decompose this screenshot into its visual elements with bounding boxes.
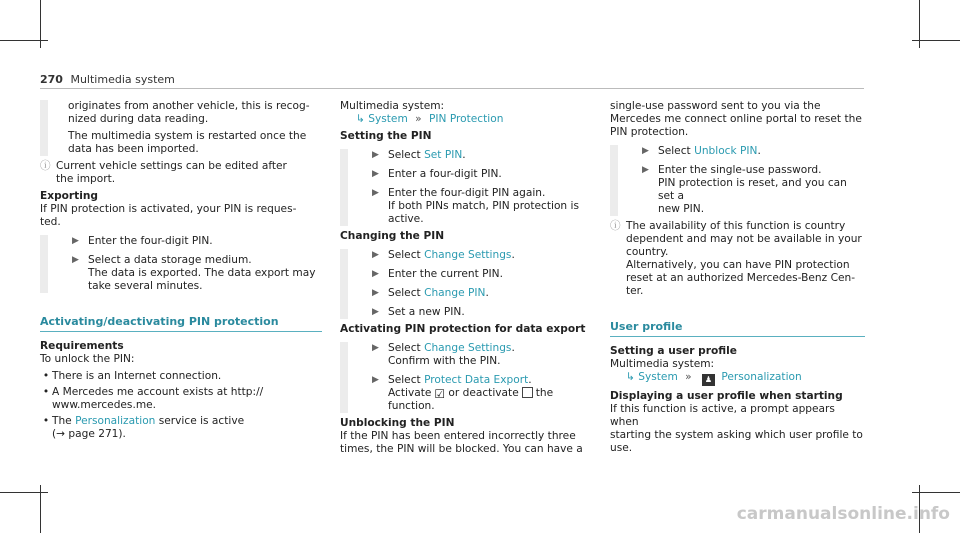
step-arrow-icon: ▶ xyxy=(372,288,379,298)
step: ▶ Select Unblock PIN. xyxy=(638,145,865,158)
info-icon: ⓘ xyxy=(40,160,51,172)
column-2: Multimedia system: ↳ System » PIN Protection Setting the PIN ▶ Select Set PIN. ▶ Enter a four-digit PIN. ▶ Enter the four-digit PIN again. If both PINs match, PIN protection is active. Changing the PIN ▶ Select Change Settings. ▶ Enter the current PIN. ▶ Select Change PIN. ▶ Set a new PIN. Activating PIN protection for data export ▶ Select Change Settings. Confirm with the PIN. ▶ Select Protect Data Export. Activate ☑ or deactivate the function. Unblocking the PIN If the PIN has been entered incorrectly three times, the PIN will be blocked. You can have a xyxy=(340,100,592,456)
protect-data-export-link[interactable]: Protect Data Export xyxy=(424,374,529,386)
crop-mark xyxy=(912,492,960,493)
heading-exporting: Exporting xyxy=(40,190,98,202)
step: ▶ Select Change Settings. Confirm with the PIN. xyxy=(368,342,592,368)
step-arrow-icon: ▶ xyxy=(642,146,649,156)
list-item: • A Mercedes me account exists at http:// www.mercedes.me. xyxy=(40,386,322,412)
step-arrow-icon: ▶ xyxy=(372,269,379,279)
crop-mark xyxy=(0,40,48,41)
step-arrow-icon: ▶ xyxy=(372,375,379,385)
step: ▶ Select Protect Data Export. Activate ☑ or deactivate the function. xyxy=(368,374,592,413)
heading-unblocking-pin: Unblocking the PIN xyxy=(340,417,455,429)
step: ▶ Enter the four-digit PIN. xyxy=(68,235,322,248)
step-arrow-icon: ▶ xyxy=(372,169,379,179)
heading-activating-export: Activating PIN protection for data export xyxy=(340,323,586,335)
column-1: originates from another vehicle, this is recog- nized during data reading. The multimedia system is restarted once the data has been imported. ⓘ Current vehicle settings can be edited after the import. Exporting If PIN protection is activated, your PIN is reques- ted. ▶ Enter the four-digit PIN. ▶ Select a data storage medium. The data is exported. The data export may take several minutes. Activating/deactivating PIN protection Requirements To unlock the PIN: • There is an Internet connection. • A Mercedes me account exists at http:// www.mercedes.me. • The Personalization service is active (→ page 271). xyxy=(40,100,322,444)
path-arrow-icon: ↳ xyxy=(356,113,365,125)
checkbox-empty-icon xyxy=(522,387,533,398)
heading-setting-pin: Setting the PIN xyxy=(340,130,432,142)
info-icon: ⓘ xyxy=(610,220,621,232)
bullet-icon: • xyxy=(42,386,50,398)
info-note: ⓘ Current vehicle settings can be edited after the import. xyxy=(40,160,287,185)
page-number: 270 xyxy=(40,73,63,86)
bullet-icon: • xyxy=(42,415,50,427)
unblock-pin-link[interactable]: Unblock PIN xyxy=(694,145,758,157)
page-reference-link[interactable]: (→ page 271). xyxy=(52,428,126,440)
path-pin-protection[interactable]: PIN Protection xyxy=(429,113,504,125)
path-system[interactable]: System xyxy=(368,113,408,125)
chevron-right-icon: » xyxy=(415,113,422,125)
step: ▶ Enter the current PIN. xyxy=(368,268,592,281)
step-arrow-icon: ▶ xyxy=(372,343,379,353)
watermark: carmanualsonline.info xyxy=(736,504,950,524)
path-system[interactable]: System xyxy=(638,371,678,383)
checkbox-checked-icon: ☑ xyxy=(434,387,446,401)
menu-path xyxy=(340,113,592,126)
personalization-link[interactable]: Personalization xyxy=(75,415,156,427)
step: ▶ Select Change Settings. xyxy=(368,249,592,262)
page-header xyxy=(40,73,175,86)
step: ▶ Select Set PIN. xyxy=(368,149,592,162)
change-pin-link[interactable]: Change PIN xyxy=(424,287,486,299)
heading-requirements: Requirements xyxy=(40,340,124,352)
step: ▶ Enter a four-digit PIN. xyxy=(368,168,592,181)
continued-text: originates from another vehicle, this is recog- nized during data reading. The multimedia system is restarted once the data has been imported. xyxy=(40,100,322,156)
path-personalization[interactable]: Personalization xyxy=(721,371,802,383)
crop-mark xyxy=(0,492,48,493)
set-pin-link[interactable]: Set PIN xyxy=(424,149,463,161)
step: ▶ Enter the single-use password. PIN protection is reset, and you can set a new PIN. xyxy=(638,164,865,216)
list-item: • There is an Internet connection. xyxy=(40,370,322,383)
step-arrow-icon: ▶ xyxy=(642,165,649,175)
step: ▶ Select Change PIN. xyxy=(368,287,592,300)
column-3: single-use password sent to you via the Mercedes me connect online portal to reset the PIN protection. ▶ Select Unblock PIN. ▶ Enter the single-use password. PIN protection is reset, and you can set a new PIN. ⓘ The availability of this function is country dependent and may not be available in your country. Alternatively, you can have PIN protection reset at an authorized Mercedes-Benz Cen- ter. User profile Setting a user profile Multimedia system: ↳ System » ♟ Personalization Displaying a user profile when starting If this function is active, a prompt appears when starting the system asking which user profile to use. xyxy=(610,100,865,455)
step-arrow-icon: ▶ xyxy=(72,255,79,265)
list-item: • The Personalization service is active (→ page 271). xyxy=(40,415,322,441)
chevron-right-icon: » xyxy=(685,371,692,383)
header-divider xyxy=(40,88,864,89)
crop-mark xyxy=(912,40,960,41)
heading-changing-pin: Changing the PIN xyxy=(340,230,445,242)
bullet-icon: • xyxy=(42,370,50,382)
step-arrow-icon: ▶ xyxy=(72,236,79,246)
step-arrow-icon: ▶ xyxy=(372,307,379,317)
step: ▶ Enter the four-digit PIN again. If both PINs match, PIN protection is active. xyxy=(368,187,592,226)
step: ▶ Set a new PIN. xyxy=(368,306,592,319)
section-heading-pin-protection: Activating/deactivating PIN protection xyxy=(40,315,322,332)
step-arrow-icon: ▶ xyxy=(372,150,379,160)
heading-setting-user-profile: Setting a user profile xyxy=(610,345,737,357)
step: ▶ Select a data storage medium. The data is exported. The data export may take several minutes. xyxy=(68,254,322,293)
path-arrow-icon: ↳ xyxy=(626,371,635,383)
heading-displaying-user-profile: Displaying a user profile when starting xyxy=(610,390,843,402)
step-arrow-icon: ▶ xyxy=(372,188,379,198)
info-note: ⓘ The availability of this function is country dependent and may not be available in your country. Alternatively, you can have PIN protection reset at an authorized Mercedes-Benz Cen- ter. xyxy=(610,220,862,297)
personalization-icon: ♟ xyxy=(702,374,715,386)
change-settings-link[interactable]: Change Settings xyxy=(424,249,512,261)
menu-path xyxy=(610,371,865,386)
page-title: Multimedia system xyxy=(70,73,175,86)
change-settings-link[interactable]: Change Settings xyxy=(424,342,512,354)
step-arrow-icon: ▶ xyxy=(372,250,379,260)
section-heading-user-profile: User profile xyxy=(610,320,865,337)
